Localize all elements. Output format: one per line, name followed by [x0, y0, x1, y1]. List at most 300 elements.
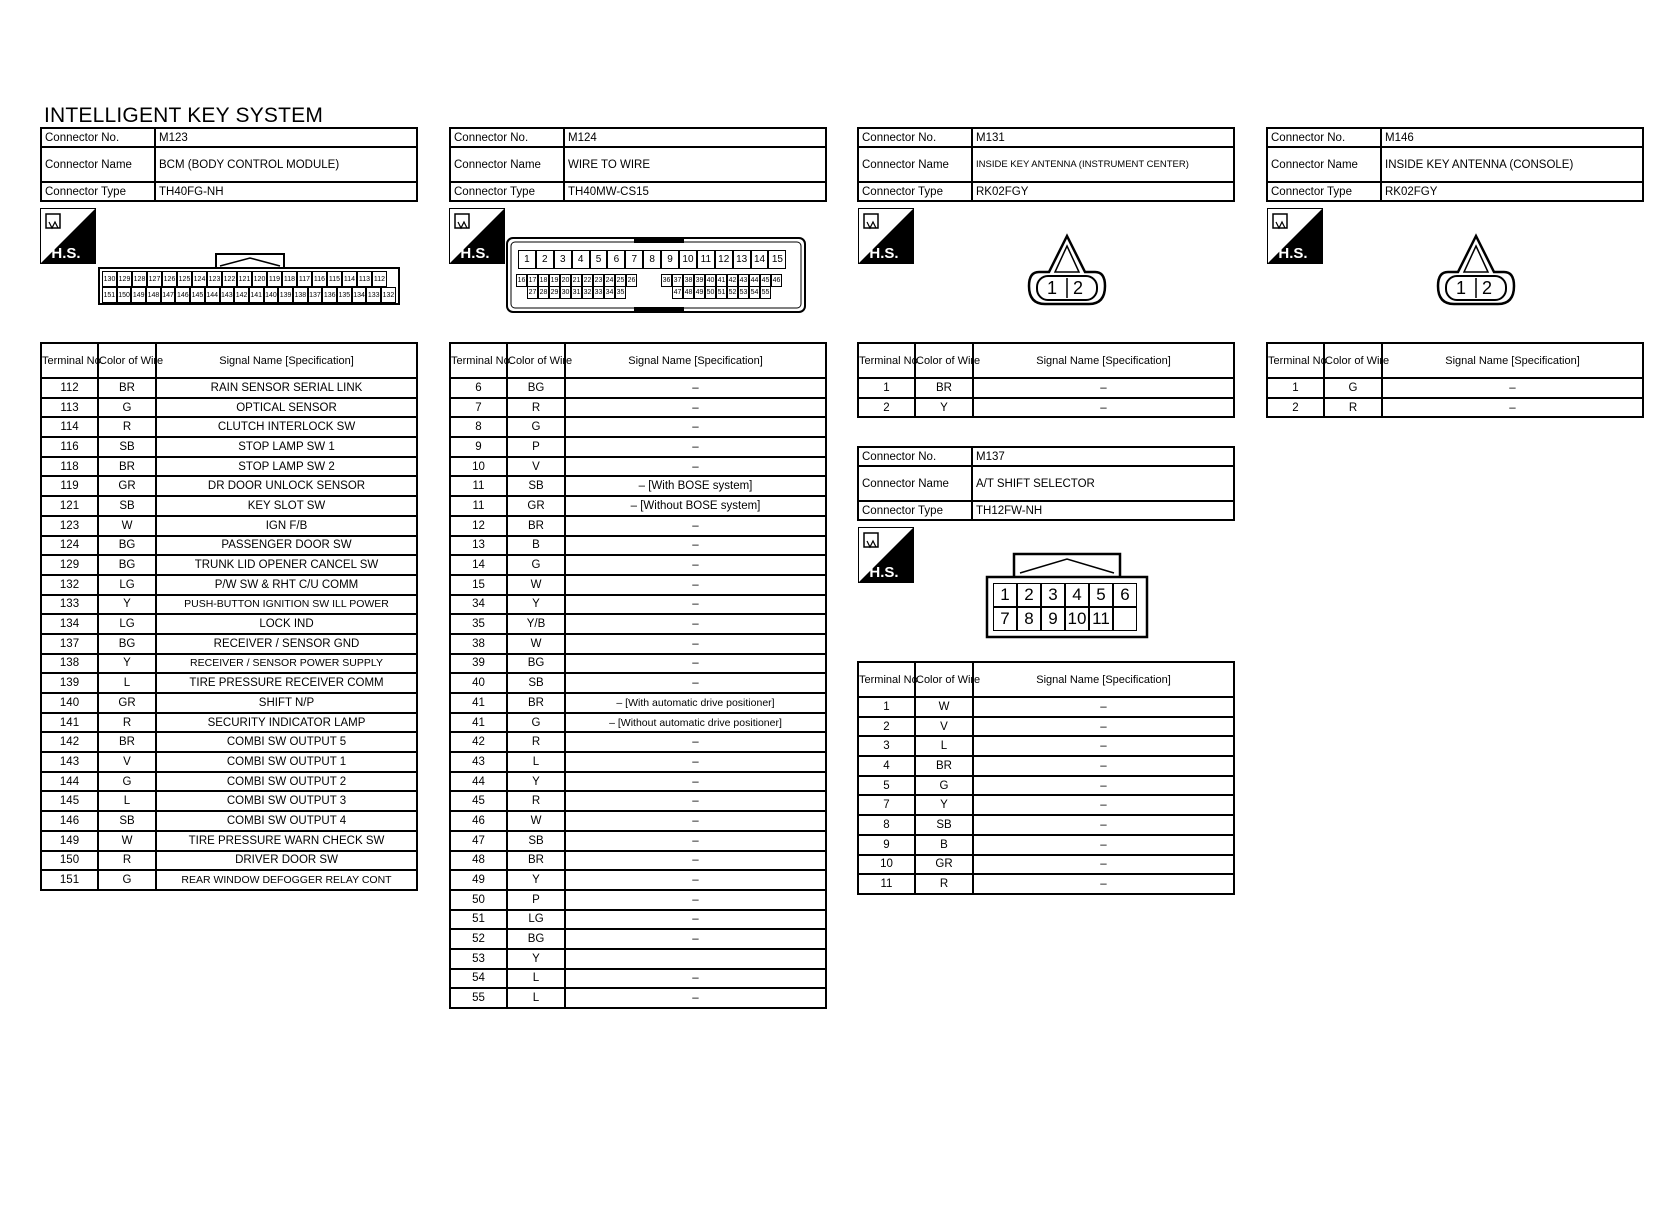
terminal-cell: 145	[41, 791, 98, 811]
table-row	[41, 693, 417, 713]
wire-color-cell: SB	[507, 476, 565, 496]
connector-type-label: Connector Type	[858, 182, 972, 201]
wire-color-cell: BR	[98, 732, 156, 752]
terminal-table-m131-wrap	[857, 342, 1235, 418]
m124-pins-top	[518, 250, 786, 269]
signal-name-cell: –	[973, 795, 1234, 815]
table-row	[41, 398, 417, 418]
wire-color-cell: R	[98, 713, 156, 733]
wire-color-cell: SB	[98, 437, 156, 457]
connector-type-label: Connector Type	[450, 182, 564, 201]
wire-color-cell: SB	[98, 811, 156, 831]
signal-name-cell: –	[973, 717, 1234, 737]
signal-name-cell: – [Without automatic drive positioner]	[565, 713, 826, 733]
wire-color-cell: R	[98, 851, 156, 871]
terminal-cell: 118	[41, 457, 98, 477]
table-row	[41, 654, 417, 674]
table-row	[450, 398, 826, 418]
m131-housing	[1027, 234, 1107, 308]
table-row	[858, 378, 1234, 398]
wire-color-cell: R	[507, 732, 565, 752]
wire-color-cell: SB	[98, 496, 156, 516]
wire-color-cell: Y	[507, 595, 565, 615]
signal-name-cell: –	[565, 516, 826, 536]
wire-color-cell: BR	[915, 756, 973, 776]
connector-no-label: Connector No.	[450, 128, 564, 147]
terminal-cell: 139	[41, 673, 98, 693]
hs-icon	[1267, 208, 1323, 264]
wire-color-cell: R	[507, 791, 565, 811]
connector-pin: 20	[560, 274, 571, 287]
table-row	[450, 752, 826, 772]
signal-name-cell: –	[565, 575, 826, 595]
table-row	[450, 634, 826, 654]
connector-pin: 36	[661, 274, 672, 287]
table-row	[450, 831, 826, 851]
wire-color-cell: G	[507, 417, 565, 437]
table-row	[858, 717, 1234, 737]
wire-color-cell: W	[507, 575, 565, 595]
connector-pin: 12	[715, 250, 733, 269]
terminal-cell: 144	[41, 772, 98, 792]
table-row	[450, 378, 826, 398]
connector-type-value: TH40MW-CS15	[564, 182, 826, 201]
connector-no-label: Connector No.	[858, 447, 972, 466]
connector-pin: 16	[516, 274, 527, 287]
connector-pin: 4	[572, 250, 590, 269]
connector-pin: 28	[538, 286, 549, 299]
color-of-wire-header: Color of Wire	[1324, 343, 1382, 378]
connector-name-value: WIRE TO WIRE	[564, 147, 826, 182]
table-row	[41, 791, 417, 811]
connector-pin: 46	[771, 274, 782, 287]
terminal-cell: 41	[450, 693, 507, 713]
m123-pins-bottom	[102, 287, 396, 303]
signal-name-cell: CLUTCH INTERLOCK SW	[156, 417, 417, 437]
connector-pin: 148	[146, 287, 161, 303]
connector-pin: 5	[590, 250, 608, 269]
terminal-cell: 123	[41, 516, 98, 536]
connector-no-value: M146	[1381, 128, 1643, 147]
connector-pin: 23	[593, 274, 604, 287]
table-row	[858, 756, 1234, 776]
m131-pin-1: 1	[1047, 278, 1058, 298]
wire-color-cell: Y	[915, 398, 973, 418]
connector-pin: 48	[683, 286, 694, 299]
signal-name-cell: COMBI SW OUTPUT 1	[156, 752, 417, 772]
connector-pin: 117	[297, 271, 312, 287]
terminal-cell: 41	[450, 713, 507, 733]
table-row	[41, 713, 417, 733]
table-row	[450, 890, 826, 910]
table-row	[450, 595, 826, 615]
table-row	[41, 536, 417, 556]
connector-pin: 14	[751, 250, 769, 269]
signal-name-header: Signal Name [Specification]	[973, 662, 1234, 697]
connector-pin: 115	[327, 271, 342, 287]
connector-no-value: M137	[972, 447, 1234, 466]
terminal-cell: 47	[450, 831, 507, 851]
table-row	[41, 811, 417, 831]
table-row	[858, 697, 1234, 717]
hs-icon	[40, 208, 96, 264]
signal-name-cell: RECEIVER / SENSOR POWER SUPPLY	[156, 654, 417, 674]
connector-no-label: Connector No.	[858, 128, 972, 147]
connector-pin: 9	[661, 250, 679, 269]
terminal-cell: 112	[41, 378, 98, 398]
hs-badge	[40, 208, 96, 264]
terminal-cell: 124	[41, 536, 98, 556]
connector-pin: 7	[625, 250, 643, 269]
table-row	[450, 929, 826, 949]
signal-name-cell: –	[973, 756, 1234, 776]
connector-name-label: Connector Name	[858, 466, 972, 501]
table-row	[450, 673, 826, 693]
connector-pin: 118	[282, 271, 297, 287]
table-row	[41, 732, 417, 752]
table-row	[41, 378, 417, 398]
hs-icon	[449, 208, 505, 264]
wire-color-cell: BG	[507, 929, 565, 949]
terminal-table-m131	[857, 342, 1235, 418]
connector-pin: 27	[527, 286, 538, 299]
wire-color-cell: BR	[507, 516, 565, 536]
signal-name-cell: –	[973, 855, 1234, 875]
signal-name-cell: –	[565, 811, 826, 831]
wire-color-cell: G	[507, 555, 565, 575]
table-row	[450, 851, 826, 871]
wire-color-cell: L	[507, 988, 565, 1008]
wire-color-cell: SB	[507, 673, 565, 693]
wire-color-cell: G	[98, 870, 156, 890]
table-row	[450, 654, 826, 674]
connector-pin: 146	[175, 287, 190, 303]
terminal-cell: 141	[41, 713, 98, 733]
connector-pin: 9	[1041, 607, 1065, 631]
table-row	[41, 772, 417, 792]
table-row	[41, 575, 417, 595]
wire-color-cell: G	[1324, 378, 1382, 398]
connector-m131	[857, 127, 1235, 202]
terminal-cell: 40	[450, 673, 507, 693]
signal-name-cell: – [Without BOSE system]	[565, 496, 826, 516]
terminal-cell: 132	[41, 575, 98, 595]
connector-pin: 31	[571, 286, 582, 299]
connector-m146	[1266, 127, 1644, 202]
table-row	[450, 536, 826, 556]
terminal-cell: 10	[450, 457, 507, 477]
connector-pin: 39	[694, 274, 705, 287]
terminal-cell: 35	[450, 614, 507, 634]
wire-color-cell: Y	[915, 795, 973, 815]
connector-pin: 130	[102, 271, 117, 287]
signal-name-header: Signal Name [Specification]	[1382, 343, 1643, 378]
signal-name-cell: LOCK IND	[156, 614, 417, 634]
terminal-cell: 134	[41, 614, 98, 634]
page-title: INTELLIGENT KEY SYSTEM	[44, 104, 324, 127]
table-row	[1267, 378, 1643, 398]
connector-pin: 24	[604, 274, 615, 287]
signal-name-cell: –	[565, 536, 826, 556]
connector-header-m146	[1266, 127, 1644, 202]
terminal-table-m137-wrap	[857, 661, 1235, 895]
terminal-cell: 151	[41, 870, 98, 890]
connector-header-m131	[857, 127, 1235, 202]
connector-pin: 2	[1017, 583, 1041, 607]
terminal-cell: 4	[858, 756, 915, 776]
connector-no-value: M123	[155, 128, 417, 147]
terminal-cell: 51	[450, 910, 507, 930]
terminal-cell: 48	[450, 851, 507, 871]
connector-pin: 2	[536, 250, 554, 269]
terminal-table-m146-wrap	[1266, 342, 1644, 418]
signal-name-cell: –	[565, 457, 826, 477]
color-of-wire-header: Color of Wire	[507, 343, 565, 378]
terminal-cell: 121	[41, 496, 98, 516]
table-row	[858, 398, 1234, 418]
connector-pin: 145	[190, 287, 205, 303]
table-row	[450, 555, 826, 575]
terminal-cell: 114	[41, 417, 98, 437]
terminal-cell: 11	[450, 476, 507, 496]
table-row	[450, 811, 826, 831]
terminal-no-header: Terminal No.	[858, 662, 915, 697]
connector-type-value: RK02FGY	[1381, 182, 1643, 201]
table-row	[41, 634, 417, 654]
connector-pin: 6	[607, 250, 625, 269]
wire-color-cell: V	[915, 717, 973, 737]
connector-pin: 149	[131, 287, 146, 303]
connector-diagram-m124	[506, 236, 806, 319]
connector-pin: 124	[192, 271, 207, 287]
signal-name-cell: –	[565, 910, 826, 930]
wire-color-cell: LG	[98, 614, 156, 634]
terminal-cell: 1	[858, 697, 915, 717]
table-row	[41, 417, 417, 437]
connector-pin: 7	[993, 607, 1017, 631]
m146-housing	[1436, 234, 1516, 308]
table-row	[450, 910, 826, 930]
signal-name-cell: COMBI SW OUTPUT 2	[156, 772, 417, 792]
signal-name-cell: –	[565, 437, 826, 457]
hs-label: H.S.	[51, 245, 81, 262]
wire-color-cell: SB	[507, 831, 565, 851]
wire-color-cell: W	[507, 811, 565, 831]
hs-badge	[1267, 208, 1323, 264]
signal-name-cell: STOP LAMP SW 1	[156, 437, 417, 457]
table-row	[41, 595, 417, 615]
terminal-cell: 42	[450, 732, 507, 752]
terminal-cell: 113	[41, 398, 98, 418]
terminal-cell: 13	[450, 536, 507, 556]
wire-color-cell: G	[507, 713, 565, 733]
connector-m137	[857, 446, 1235, 521]
signal-name-cell: –	[565, 890, 826, 910]
signal-name-cell: KEY SLOT SW	[156, 496, 417, 516]
connector-pin: 6	[1113, 583, 1137, 607]
connector-pin: 112	[372, 271, 387, 287]
connector-pin: 125	[177, 271, 192, 287]
terminal-cell: 15	[450, 575, 507, 595]
connector-pin: 35	[615, 286, 626, 299]
wire-color-cell: B	[915, 835, 973, 855]
signal-name-cell: SECURITY INDICATOR LAMP	[156, 713, 417, 733]
terminal-cell: 8	[450, 417, 507, 437]
wire-color-cell: BR	[98, 378, 156, 398]
connector-no-label: Connector No.	[1267, 128, 1381, 147]
table-row	[450, 791, 826, 811]
connector-pin: 5	[1089, 583, 1113, 607]
table-row	[41, 831, 417, 851]
wire-color-cell: R	[1324, 398, 1382, 418]
signal-name-cell: –	[565, 417, 826, 437]
connector-pin: 122	[222, 271, 237, 287]
signal-name-cell	[565, 949, 826, 969]
signal-name-cell: COMBI SW OUTPUT 5	[156, 732, 417, 752]
wire-color-cell: Y	[98, 654, 156, 674]
table-row	[41, 851, 417, 871]
table-row	[858, 855, 1234, 875]
wire-color-cell: GR	[98, 476, 156, 496]
table-row	[450, 949, 826, 969]
terminal-cell: 12	[450, 516, 507, 536]
wire-color-cell: Y	[507, 772, 565, 792]
connector-pin: 8	[643, 250, 661, 269]
connector-pin: 51	[716, 286, 727, 299]
hs-badge	[449, 208, 505, 264]
connector-pin: 17	[527, 274, 538, 287]
terminal-cell: 146	[41, 811, 98, 831]
connector-pin: 42	[727, 274, 738, 287]
wire-color-cell: R	[98, 417, 156, 437]
connector-pin: 21	[571, 274, 582, 287]
connector-type-label: Connector Type	[858, 501, 972, 520]
table-row	[41, 457, 417, 477]
terminal-cell: 138	[41, 654, 98, 674]
signal-name-cell: –	[565, 870, 826, 890]
connector-pin: 138	[293, 287, 308, 303]
table-row	[450, 988, 826, 1008]
table-row	[41, 437, 417, 457]
connector-no-value: M124	[564, 128, 826, 147]
signal-name-cell: RAIN SENSOR SERIAL LINK	[156, 378, 417, 398]
connector-header-m123	[40, 127, 418, 202]
connector-pin: 3	[1041, 583, 1065, 607]
connector-pin: 43	[738, 274, 749, 287]
wire-color-cell: LG	[507, 910, 565, 930]
signal-name-cell: –	[565, 791, 826, 811]
terminal-cell: 129	[41, 555, 98, 575]
signal-name-cell: TIRE PRESSURE RECEIVER COMM	[156, 673, 417, 693]
connector-pin: 37	[672, 274, 683, 287]
table-row	[450, 437, 826, 457]
m146-pin-1: 1	[1456, 278, 1467, 298]
signal-name-cell: –	[565, 634, 826, 654]
signal-name-cell: –	[973, 378, 1234, 398]
signal-name-cell: –	[565, 929, 826, 949]
wire-color-cell: G	[98, 398, 156, 418]
signal-name-cell: –	[973, 398, 1234, 418]
terminal-table-m146	[1266, 342, 1644, 418]
table-row	[450, 496, 826, 516]
connector-pin: 50	[705, 286, 716, 299]
connector-pin: 116	[312, 271, 327, 287]
connector-diagram-m146	[1436, 234, 1516, 313]
connector-pin: 19	[549, 274, 560, 287]
terminal-cell: 137	[41, 634, 98, 654]
terminal-cell: 2	[858, 717, 915, 737]
table-row	[450, 417, 826, 437]
table-row	[41, 496, 417, 516]
connector-pin: 132	[381, 287, 396, 303]
table-row	[41, 476, 417, 496]
wire-color-cell: BG	[98, 634, 156, 654]
table-row	[450, 476, 826, 496]
terminal-cell: 133	[41, 595, 98, 615]
connector-pin: 26	[626, 274, 637, 287]
signal-name-cell: STOP LAMP SW 2	[156, 457, 417, 477]
signal-name-cell: IGN F/B	[156, 516, 417, 536]
terminal-table-m124-wrap	[449, 342, 827, 1009]
wire-color-cell: Y/B	[507, 614, 565, 634]
signal-name-cell: PASSENGER DOOR SW	[156, 536, 417, 556]
signal-name-cell: TIRE PRESSURE WARN CHECK SW	[156, 831, 417, 851]
table-row	[41, 555, 417, 575]
terminal-cell: 7	[450, 398, 507, 418]
wire-color-cell: LG	[98, 575, 156, 595]
hs-label: H.S.	[460, 245, 490, 262]
signal-name-cell: –	[973, 776, 1234, 796]
connector-pin: 41	[716, 274, 727, 287]
wire-color-cell: BR	[915, 378, 973, 398]
wire-color-cell: GR	[507, 496, 565, 516]
connector-diagram-m131	[1027, 234, 1107, 313]
connector-pin: 40	[705, 274, 716, 287]
connector-header-m137	[857, 446, 1235, 521]
terminal-cell: 2	[858, 398, 915, 418]
signal-name-cell: SHIFT N/P	[156, 693, 417, 713]
connector-name-value: INSIDE KEY ANTENNA (CONSOLE)	[1381, 147, 1643, 182]
terminal-cell: 11	[450, 496, 507, 516]
connector-pin: 32	[582, 286, 593, 299]
wire-color-cell: W	[98, 516, 156, 536]
connector-pin: 11	[1089, 607, 1113, 631]
wire-color-cell: SB	[915, 815, 973, 835]
m137-pins-top	[993, 583, 1137, 607]
wire-color-cell: R	[507, 398, 565, 418]
terminal-table-m123	[40, 342, 418, 891]
table-row	[450, 575, 826, 595]
terminal-cell: 45	[450, 791, 507, 811]
terminal-cell: 38	[450, 634, 507, 654]
signal-name-cell: –	[973, 835, 1234, 855]
connector-m124	[449, 127, 827, 202]
signal-name-cell: REAR WINDOW DEFOGGER RELAY CONT	[156, 870, 417, 890]
terminal-cell: 14	[450, 555, 507, 575]
connector-m123	[40, 127, 418, 202]
table-row	[450, 457, 826, 477]
wire-color-cell: Y	[98, 595, 156, 615]
wire-color-cell: W	[507, 634, 565, 654]
hs-label: H.S.	[869, 245, 899, 262]
m146-pin-2: 2	[1482, 278, 1493, 298]
connector-pin: 1	[993, 583, 1017, 607]
connector-name-value: INSIDE KEY ANTENNA (INSTRUMENT CENTER)	[972, 147, 1234, 182]
connector-pin: 10	[679, 250, 697, 269]
wire-color-cell: Y	[507, 870, 565, 890]
table-row	[450, 732, 826, 752]
table-row	[450, 969, 826, 989]
